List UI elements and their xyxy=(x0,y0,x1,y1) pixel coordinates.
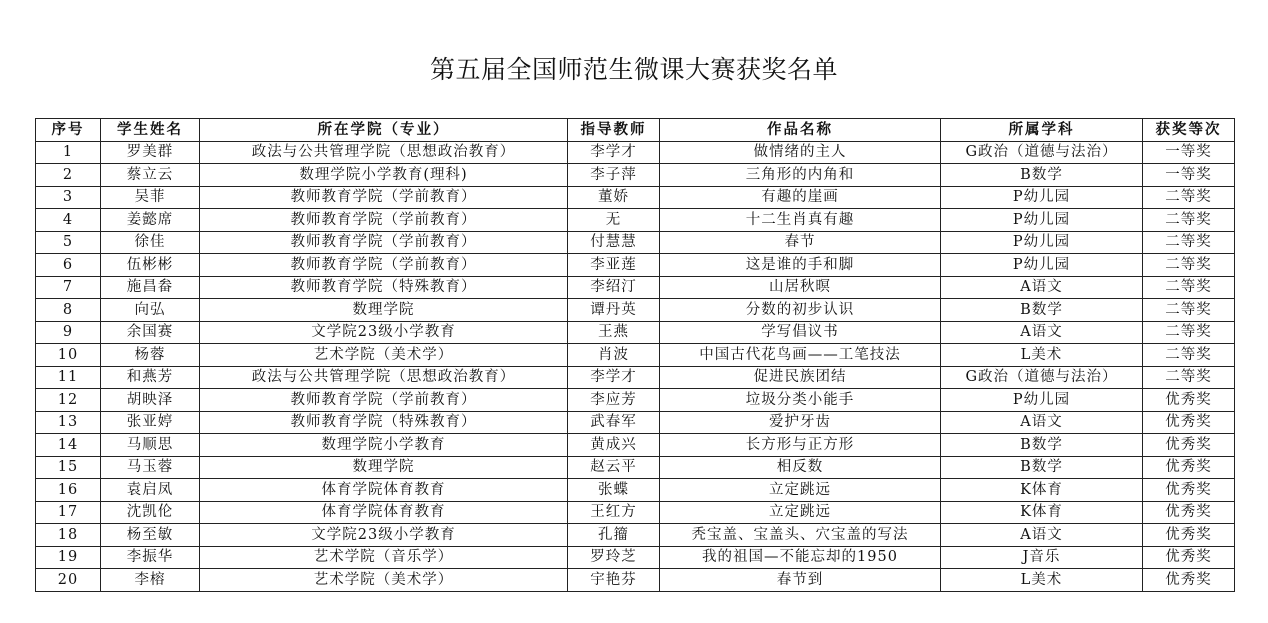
table-row xyxy=(36,411,1235,434)
cell-subject: L美术 xyxy=(941,569,1143,592)
cell-student-name: 杨至敏 xyxy=(101,524,200,547)
cell-subject: L美术 xyxy=(941,344,1143,367)
cell-award-level: 优秀奖 xyxy=(1143,456,1235,479)
cell-subject: A语文 xyxy=(941,524,1143,547)
cell-index: 14 xyxy=(36,434,101,457)
cell-index: 8 xyxy=(36,299,101,322)
cell-award-level: 二等奖 xyxy=(1143,276,1235,299)
cell-college: 教师教育学院（学前教育） xyxy=(200,389,568,412)
cell-student-name: 马玉蓉 xyxy=(101,456,200,479)
header-row xyxy=(36,119,1235,142)
cell-work-title: 山居秋暝 xyxy=(660,276,941,299)
cell-college: 教师教育学院（特殊教育） xyxy=(200,276,568,299)
cell-student-name: 胡映泽 xyxy=(101,389,200,412)
cell-advisor: 无 xyxy=(568,209,660,232)
cell-work-title: 春节 xyxy=(660,231,941,254)
cell-college: 数理学院小学教育(理科) xyxy=(200,164,568,187)
cell-award-level: 二等奖 xyxy=(1143,186,1235,209)
cell-work-title: 立定跳远 xyxy=(660,479,941,502)
cell-subject: J音乐 xyxy=(941,546,1143,569)
cell-index: 3 xyxy=(36,186,101,209)
cell-advisor: 赵云平 xyxy=(568,456,660,479)
cell-subject: B数学 xyxy=(941,164,1143,187)
cell-advisor: 罗玲芝 xyxy=(568,546,660,569)
cell-student-name: 杨蓉 xyxy=(101,344,200,367)
cell-subject: G政治（道德与法治） xyxy=(941,366,1143,389)
cell-award-level: 优秀奖 xyxy=(1143,434,1235,457)
cell-index: 15 xyxy=(36,456,101,479)
cell-advisor: 李子萍 xyxy=(568,164,660,187)
cell-subject: P幼儿园 xyxy=(941,186,1143,209)
cell-advisor: 王红方 xyxy=(568,501,660,524)
cell-advisor: 谭丹英 xyxy=(568,299,660,322)
cell-index: 17 xyxy=(36,501,101,524)
cell-advisor: 肖波 xyxy=(568,344,660,367)
cell-college: 教师教育学院（学前教育） xyxy=(200,209,568,232)
cell-award-level: 二等奖 xyxy=(1143,209,1235,232)
cell-student-name: 余国赛 xyxy=(101,321,200,344)
cell-advisor: 李绍汀 xyxy=(568,276,660,299)
cell-advisor: 李学才 xyxy=(568,366,660,389)
table-row xyxy=(36,299,1235,322)
cell-award-level: 优秀奖 xyxy=(1143,389,1235,412)
cell-student-name: 徐佳 xyxy=(101,231,200,254)
table-row xyxy=(36,434,1235,457)
cell-college: 艺术学院（美术学） xyxy=(200,569,568,592)
cell-subject: P幼儿园 xyxy=(941,389,1143,412)
cell-student-name: 袁启凤 xyxy=(101,479,200,502)
table-row xyxy=(36,344,1235,367)
table-row xyxy=(36,276,1235,299)
cell-work-title: 这是谁的手和脚 xyxy=(660,254,941,277)
cell-advisor: 李亚莲 xyxy=(568,254,660,277)
cell-subject: B数学 xyxy=(941,299,1143,322)
cell-work-title: 秃宝盖、宝盖头、穴宝盖的写法 xyxy=(660,524,941,547)
table-row xyxy=(36,501,1235,524)
cell-subject: B数学 xyxy=(941,456,1143,479)
cell-work-title: 十二生肖真有趣 xyxy=(660,209,941,232)
cell-student-name: 向弘 xyxy=(101,299,200,322)
cell-index: 11 xyxy=(36,366,101,389)
cell-college: 艺术学院（音乐学） xyxy=(200,546,568,569)
table-row xyxy=(36,546,1235,569)
cell-award-level: 优秀奖 xyxy=(1143,411,1235,434)
cell-subject: P幼儿园 xyxy=(941,254,1143,277)
cell-work-title: 促进民族团结 xyxy=(660,366,941,389)
table-row xyxy=(36,209,1235,232)
cell-subject: K体育 xyxy=(941,501,1143,524)
cell-college: 教师教育学院（学前教育） xyxy=(200,186,568,209)
cell-index: 19 xyxy=(36,546,101,569)
cell-work-title: 立定跳远 xyxy=(660,501,941,524)
cell-index: 7 xyxy=(36,276,101,299)
cell-work-title: 三角形的内角和 xyxy=(660,164,941,187)
table-row xyxy=(36,366,1235,389)
cell-student-name: 张亚婷 xyxy=(101,411,200,434)
cell-work-title: 做情绪的主人 xyxy=(660,141,941,164)
cell-advisor: 黄成兴 xyxy=(568,434,660,457)
table-body xyxy=(36,141,1235,591)
cell-award-level: 优秀奖 xyxy=(1143,479,1235,502)
cell-index: 5 xyxy=(36,231,101,254)
cell-work-title: 中国古代花鸟画——工笔技法 xyxy=(660,344,941,367)
cell-subject: K体育 xyxy=(941,479,1143,502)
table-row xyxy=(36,254,1235,277)
table-row xyxy=(36,141,1235,164)
cell-student-name: 吴菲 xyxy=(101,186,200,209)
table-row xyxy=(36,186,1235,209)
table-row xyxy=(36,479,1235,502)
table-row xyxy=(36,164,1235,187)
cell-subject: A语文 xyxy=(941,321,1143,344)
cell-award-level: 二等奖 xyxy=(1143,344,1235,367)
table-row xyxy=(36,231,1235,254)
header-student-name: 学生姓名 xyxy=(101,119,200,142)
cell-advisor: 孔籀 xyxy=(568,524,660,547)
cell-student-name: 罗美群 xyxy=(101,141,200,164)
cell-college: 数理学院 xyxy=(200,456,568,479)
cell-work-title: 长方形与正方形 xyxy=(660,434,941,457)
cell-college: 数理学院 xyxy=(200,299,568,322)
cell-college: 政法与公共管理学院（思想政治教育） xyxy=(200,366,568,389)
cell-work-title: 相反数 xyxy=(660,456,941,479)
cell-award-level: 一等奖 xyxy=(1143,164,1235,187)
cell-advisor: 付慧慧 xyxy=(568,231,660,254)
award-table xyxy=(35,118,1235,592)
cell-award-level: 优秀奖 xyxy=(1143,501,1235,524)
cell-advisor: 宇艳芬 xyxy=(568,569,660,592)
cell-award-level: 优秀奖 xyxy=(1143,569,1235,592)
table-row xyxy=(36,456,1235,479)
table-row xyxy=(36,389,1235,412)
header-college: 所在学院（专业） xyxy=(200,119,568,142)
table-row xyxy=(36,524,1235,547)
cell-student-name: 伍彬彬 xyxy=(101,254,200,277)
header-award-level: 获奖等次 xyxy=(1143,119,1235,142)
cell-college: 文学院23级小学教育 xyxy=(200,524,568,547)
cell-subject: B数学 xyxy=(941,434,1143,457)
cell-student-name: 施昌畚 xyxy=(101,276,200,299)
cell-student-name: 李振华 xyxy=(101,546,200,569)
header-index: 序号 xyxy=(36,119,101,142)
cell-award-level: 二等奖 xyxy=(1143,231,1235,254)
cell-index: 1 xyxy=(36,141,101,164)
table-row xyxy=(36,321,1235,344)
cell-index: 10 xyxy=(36,344,101,367)
cell-award-level: 二等奖 xyxy=(1143,299,1235,322)
cell-index: 6 xyxy=(36,254,101,277)
cell-award-level: 二等奖 xyxy=(1143,321,1235,344)
cell-award-level: 二等奖 xyxy=(1143,366,1235,389)
cell-subject: P幼儿园 xyxy=(941,209,1143,232)
cell-award-level: 一等奖 xyxy=(1143,141,1235,164)
cell-student-name: 沈凯伦 xyxy=(101,501,200,524)
cell-advisor: 李学才 xyxy=(568,141,660,164)
cell-subject: P幼儿园 xyxy=(941,231,1143,254)
cell-college: 体育学院体育教育 xyxy=(200,479,568,502)
cell-college: 政法与公共管理学院（思想政治教育） xyxy=(200,141,568,164)
cell-index: 9 xyxy=(36,321,101,344)
cell-subject: A语文 xyxy=(941,276,1143,299)
cell-work-title: 春节到 xyxy=(660,569,941,592)
cell-work-title: 垃圾分类小能手 xyxy=(660,389,941,412)
table-header xyxy=(36,119,1235,142)
cell-work-title: 学写倡议书 xyxy=(660,321,941,344)
cell-college: 教师教育学院（学前教育） xyxy=(200,231,568,254)
cell-index: 20 xyxy=(36,569,101,592)
cell-student-name: 李榕 xyxy=(101,569,200,592)
header-work-title: 作品名称 xyxy=(660,119,941,142)
header-advisor: 指导教师 xyxy=(568,119,660,142)
table-row xyxy=(36,569,1235,592)
cell-award-level: 优秀奖 xyxy=(1143,524,1235,547)
cell-award-level: 优秀奖 xyxy=(1143,546,1235,569)
cell-student-name: 蔡立云 xyxy=(101,164,200,187)
cell-subject: G政治（道德与法治） xyxy=(941,141,1143,164)
cell-work-title: 爱护牙齿 xyxy=(660,411,941,434)
page-title: 第五届全国师范生微课大赛获奖名单 xyxy=(429,55,838,84)
cell-advisor: 王燕 xyxy=(568,321,660,344)
cell-student-name: 姜懿席 xyxy=(101,209,200,232)
cell-college: 数理学院小学教育 xyxy=(200,434,568,457)
cell-college: 文学院23级小学教育 xyxy=(200,321,568,344)
cell-advisor: 董娇 xyxy=(568,186,660,209)
cell-advisor: 张蝶 xyxy=(568,479,660,502)
cell-college: 体育学院体育教育 xyxy=(200,501,568,524)
cell-index: 2 xyxy=(36,164,101,187)
cell-subject: A语文 xyxy=(941,411,1143,434)
cell-college: 教师教育学院（学前教育） xyxy=(200,254,568,277)
cell-index: 16 xyxy=(36,479,101,502)
cell-student-name: 和燕芳 xyxy=(101,366,200,389)
cell-college: 教师教育学院（特殊教育） xyxy=(200,411,568,434)
cell-student-name: 马顺思 xyxy=(101,434,200,457)
cell-work-title: 有趣的崖画 xyxy=(660,186,941,209)
cell-award-level: 二等奖 xyxy=(1143,254,1235,277)
cell-advisor: 武春军 xyxy=(568,411,660,434)
cell-index: 4 xyxy=(36,209,101,232)
cell-college: 艺术学院（美术学） xyxy=(200,344,568,367)
cell-work-title: 我的祖国—不能忘却的1950 xyxy=(660,546,941,569)
cell-index: 12 xyxy=(36,389,101,412)
header-subject: 所属学科 xyxy=(941,119,1143,142)
cell-index: 13 xyxy=(36,411,101,434)
cell-work-title: 分数的初步认识 xyxy=(660,299,941,322)
cell-index: 18 xyxy=(36,524,101,547)
cell-advisor: 李应芳 xyxy=(568,389,660,412)
